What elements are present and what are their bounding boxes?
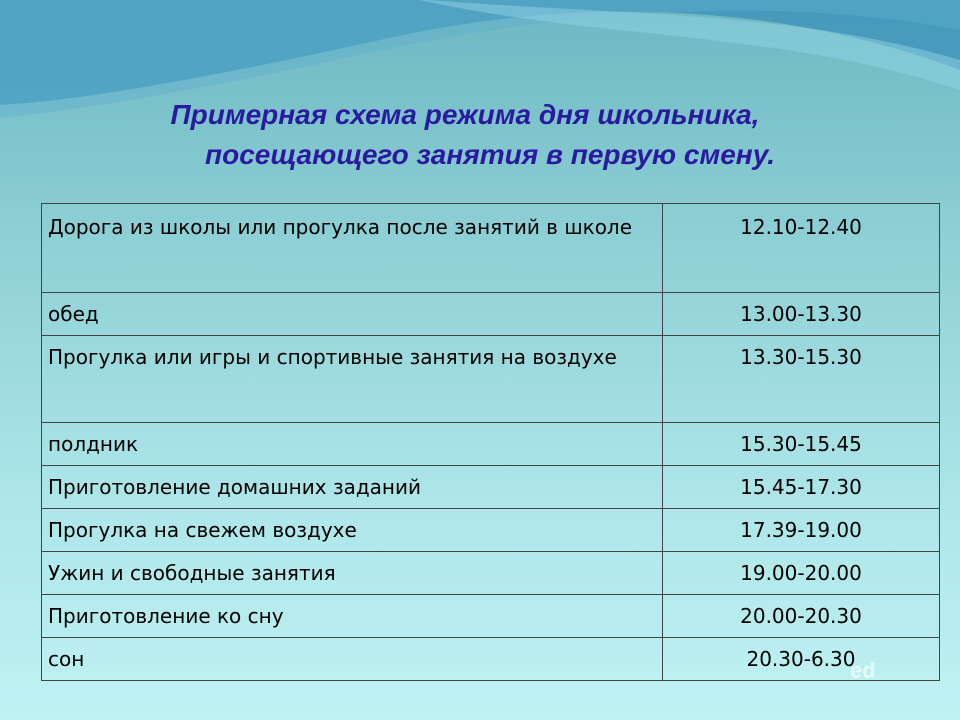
table-row (42, 552, 940, 595)
activity-cell: Прогулка или игры и спортивные занятия на воздухе (42, 336, 663, 423)
table-row (42, 509, 940, 552)
activity-cell: обед (42, 293, 663, 336)
title-line-1: Примерная схема режима дня школьника, (170, 99, 760, 130)
table-row (42, 293, 940, 336)
schedule-table (41, 203, 940, 681)
activity-cell: Приготовление домашних заданий (42, 466, 663, 509)
activity-cell: Приготовление ко сну (42, 595, 663, 638)
activity-cell: сон (42, 638, 663, 681)
table-row (42, 204, 940, 293)
time-cell: 20.00-20.30 (663, 595, 940, 638)
watermark: ed (850, 658, 876, 683)
activity-cell: полдник (42, 423, 663, 466)
time-cell: 15.45-17.30 (663, 466, 940, 509)
activity-cell: Ужин и свободные занятия (42, 552, 663, 595)
activity-cell: Дорога из школы или прогулка после занятий в школе (42, 204, 663, 293)
time-cell: 12.10-12.40 (663, 204, 940, 293)
slide-title (0, 95, 960, 175)
table-row (42, 595, 940, 638)
time-cell: 13.30-15.30 (663, 336, 940, 423)
table-row (42, 638, 940, 681)
table-row (42, 336, 940, 423)
time-cell: 15.30-15.45 (663, 423, 940, 466)
time-cell: 17.39-19.00 (663, 509, 940, 552)
table-row (42, 466, 940, 509)
activity-cell: Прогулка на свежем воздухе (42, 509, 663, 552)
title-line-2: посещающего занятия в первую смену. (205, 139, 775, 170)
time-cell: 13.00-13.30 (663, 293, 940, 336)
time-cell: 19.00-20.00 (663, 552, 940, 595)
table-row (42, 423, 940, 466)
time-cell: 20.30-6.30 (663, 638, 940, 681)
